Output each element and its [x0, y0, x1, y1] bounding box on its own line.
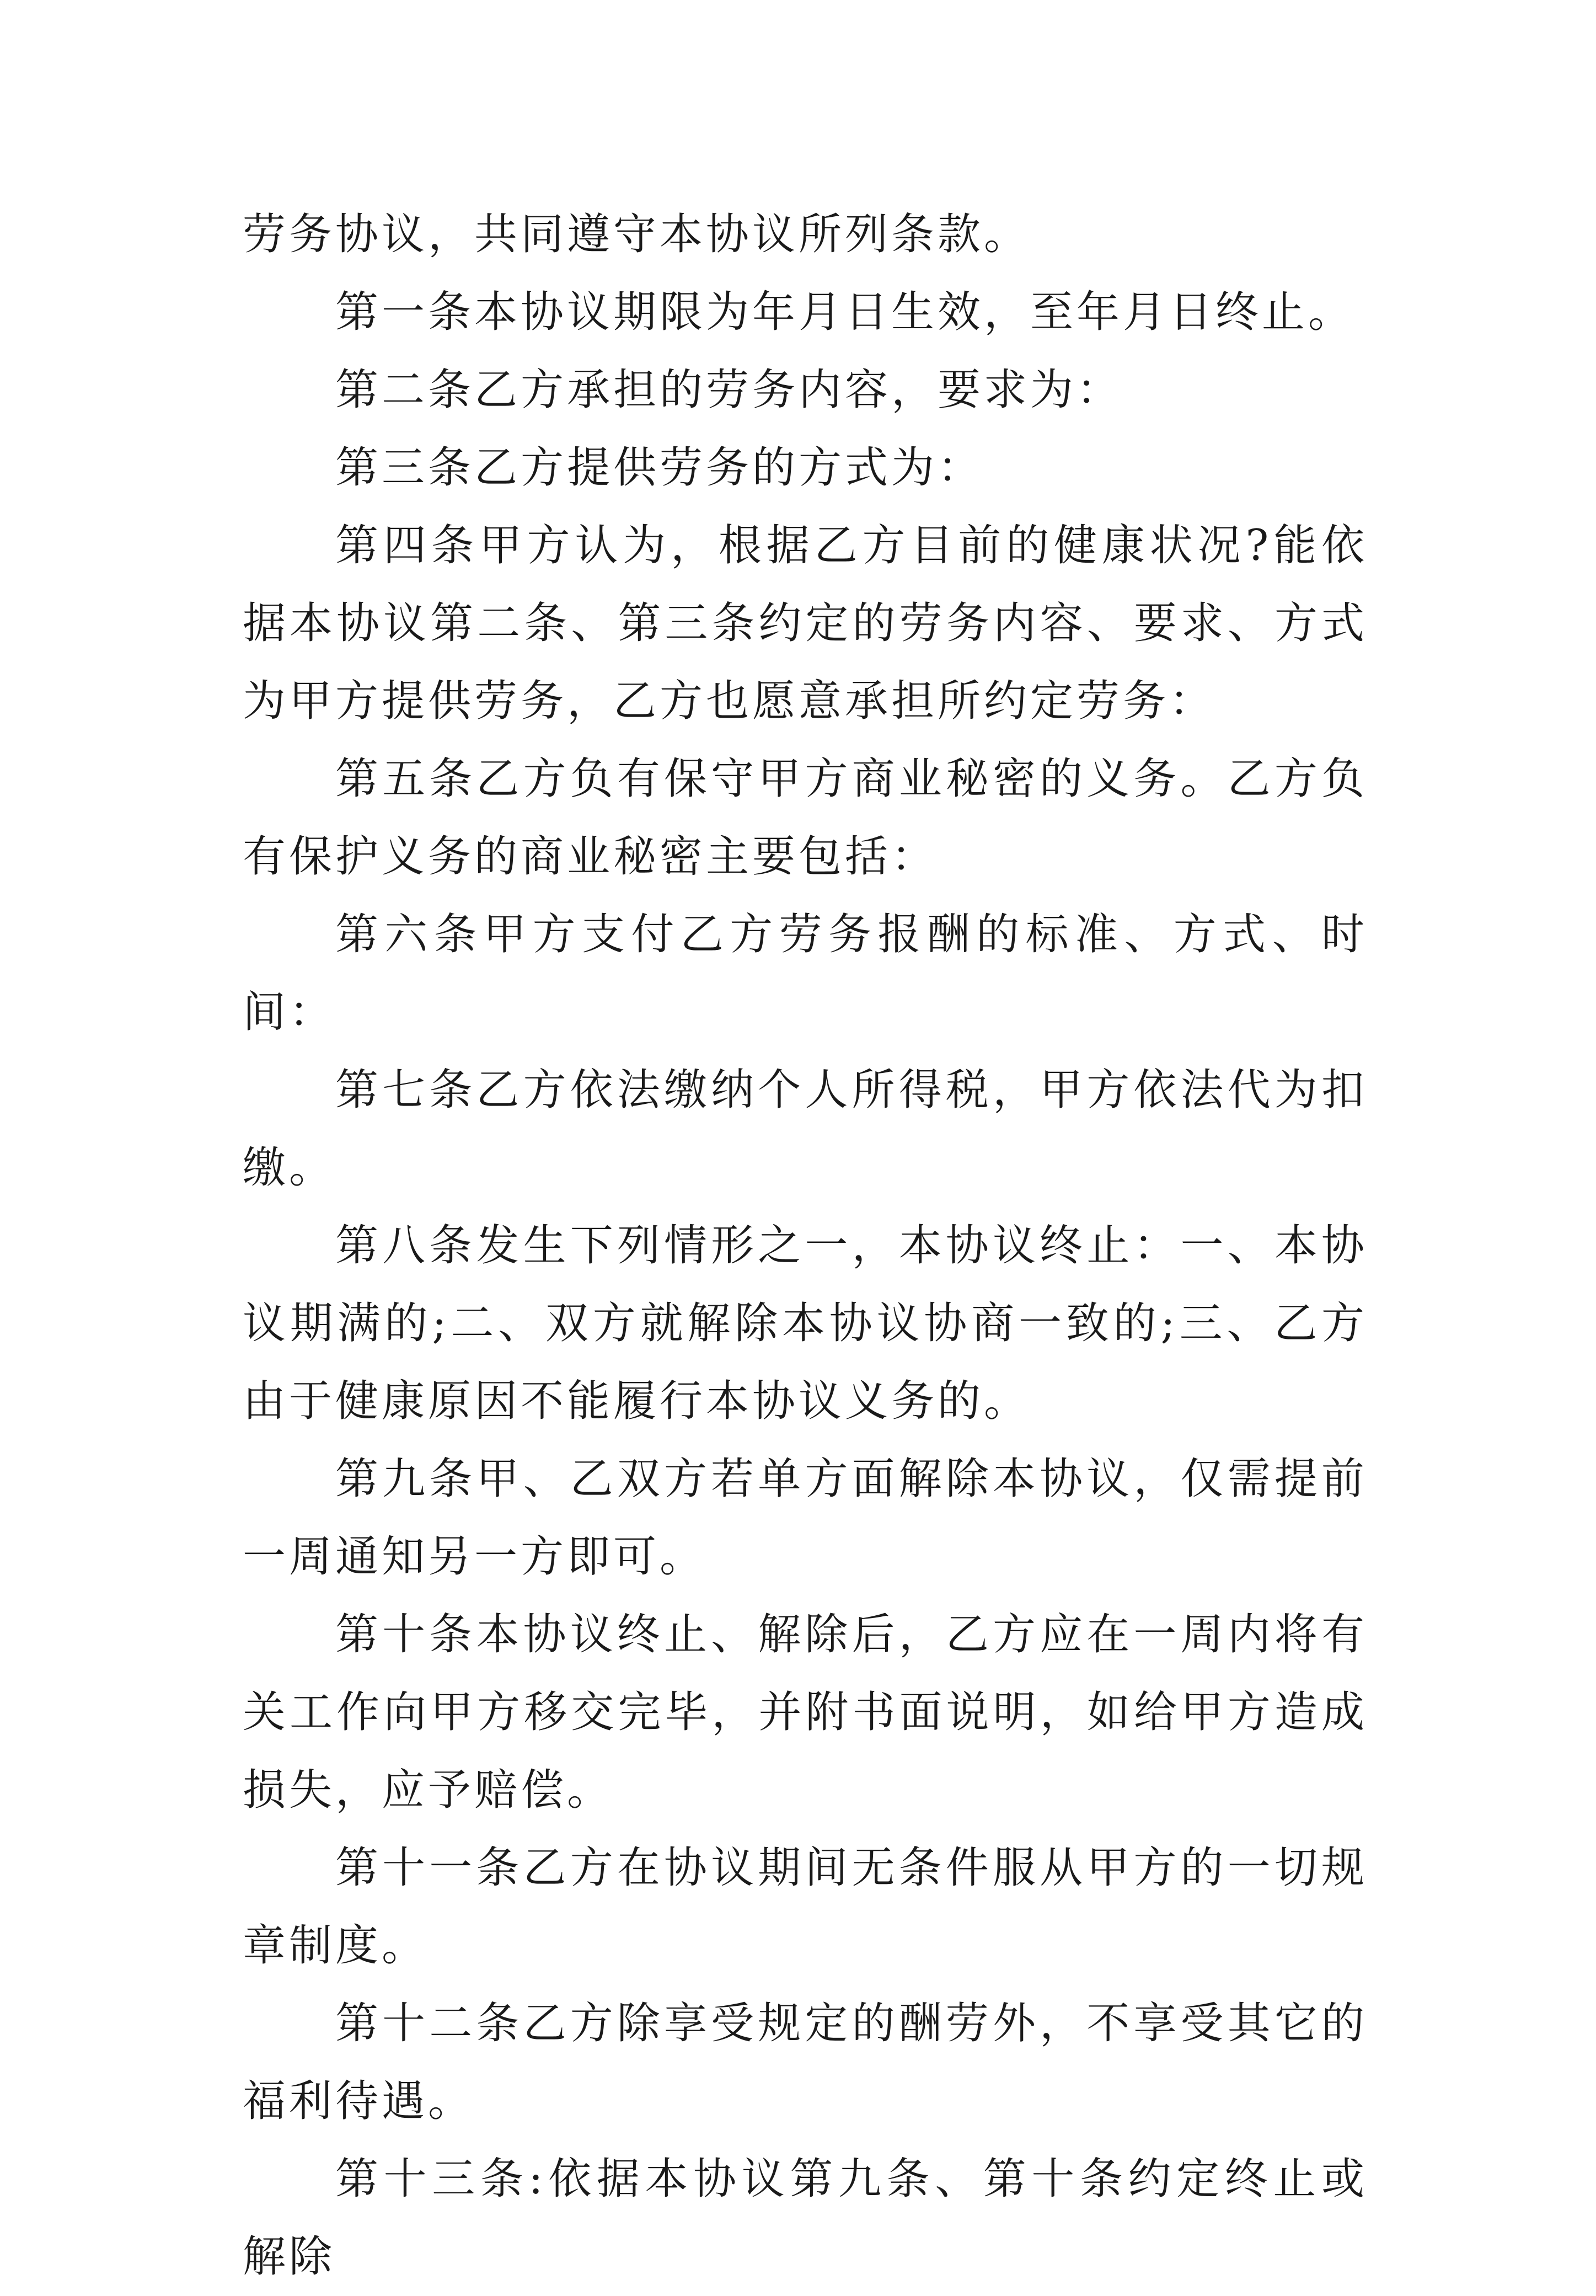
clause-1: 第一条本协议期限为年月日生效，至年月日终止。	[335, 287, 1355, 337]
document-body	[243, 196, 1368, 2296]
clause-11: 第十一条乙方在协议期间无条件服从甲方的一切规章制度。	[243, 1843, 1368, 1971]
clause-3: 第三条乙方提供劳务的方式为：	[335, 443, 984, 493]
clause-2: 第二条乙方承担的劳务内容，要求为：	[335, 365, 1123, 415]
clause-12: 第十二条乙方除享受规定的酬劳外，不享受其它的福利待遇。	[243, 1999, 1368, 2126]
paragraph-continuation: 劳务协议，共同遵守本协议所列条款。	[243, 210, 1031, 259]
clause-4: 第四条甲方认为，根据乙方目前的健康状况?能依据本协议第二条、第三条约定的劳务内容、要求、方式为甲方提供劳务，乙方也愿意承担所约定劳务：	[243, 521, 1368, 726]
clause-13: 第十三条:依据本协议第九条、第十条约定终止或解除	[243, 2154, 1368, 2282]
clause-7: 第七条乙方依法缴纳个人所得税，甲方依法代为扣缴。	[243, 1065, 1368, 1193]
clause-10: 第十条本协议终止、解除后，乙方应在一周内将有关工作向甲方移交完毕，并附书面说明，如给甲方造成损失，应予赔偿。	[243, 1610, 1368, 1815]
clause-8: 第八条发生下列情形之一，本协议终止：一、本协议期满的;二、双方就解除本协议协商一致的;三、乙方由于健康原因不能履行本协议义务的。	[243, 1221, 1368, 1426]
clause-5: 第五条乙方负有保守甲方商业秘密的义务。乙方负有保护义务的商业秘密主要包括：	[243, 754, 1368, 882]
clause-9: 第九条甲、乙双方若单方面解除本协议，仅需提前一周通知另一方即可。	[243, 1454, 1368, 1582]
clause-6: 第六条甲方支付乙方劳务报酬的标准、方式、时间：	[243, 910, 1368, 1037]
